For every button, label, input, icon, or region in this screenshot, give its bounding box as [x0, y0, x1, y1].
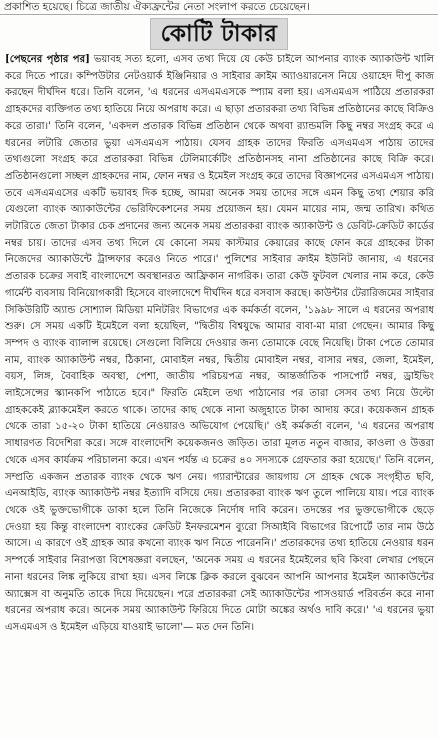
headline: কোটি টাকার [150, 18, 289, 50]
article-body [0, 52, 438, 637]
headline-wrap [0, 18, 438, 50]
previous-article-tail: প্রকাশিত হয়েছে। চিত্রে জাতীয় ঐক্যফ্রন্টের নেতা সংলাপ করতে চেয়েছেন। [0, 0, 438, 15]
article-text: ভয়াবহ সত্য হলো, এসব তথ্য দিয়ে যে কেউ চাইলে আপনার ব্যাংক অ্যাকাউন্ট খালি করে দিতে পারে। কম্পিউটার নেটওয়ার্ক ইঞ্জিনিয়ার ও সাইবার ক্রাইম অ্যাওয়ারনেস নিয়ে ওয়াহেদ দীপু কাজ করছেন দীর্ঘদিন ধরে। তিনি বলেন, 'এ ধরনের এসএমএসকে স্প্যাম বলা হয়। এসএমএস পাঠিয়ে প্রতারকরা গ্রাহকদের ব্যক্তিগত তথ্য হাতিয়ে নিয়ে অপরাধ করে। এ ছাড়া প্রতারকরা তথ্য বিভিন্ন প্রতিষ্ঠানের কাছে বিক্রিও করে তারা।' তিনি বলেন, 'একদল প্রতারক বিভিন্ন প্রতিষ্ঠান থেকে অথবা র‍্যান্ডমলি কিছু নম্বর সংগ্রহ করে এ ধরনের লটারি জেতার ভুয়া এসএমএস পাঠায়। যেসব গ্রাহক তাদের ফিরতি এসএমএস পাঠায় তাদের তথ্যগুলো সংগ্রহ করে প্রতারকরা বিভিন্ন টেলিমার্কেটিং প্রতিষ্ঠানসহ নানা প্রতিষ্ঠানের কাছে বিক্রি করে। প্রতিষ্ঠানগুলো সচ্ছল গ্রাহকদের নাম, ফোন নম্বর ও ইমেইল সংগ্রহ করে তাদের বিজ্ঞাপনের এসএমএস পাঠায়। তবে এসএমএসের একটি ভয়াবহ দিক হচ্ছে, আমরা অনেক সময় তাদের সঙ্গে এমন কিছু তথ্য শেয়ার করি যেগুলো ব্যাংক অ্যাকাউন্টের ভেরিফিকেশনের সময় প্রয়োজন হয়। যেমন মায়ের নাম, জন্ম তারিখ। কথিত লটারিতে জেতা টাকার চেক প্রদানের জন্য অনেক সময় প্রতারকরা ব্যাংক অ্যাকাউন্ট ও ডেবিট-ক্রেডিট কার্ডের নম্বর চায়। তাদের এসব তথ্য দিলে যে কোনো সময় কাস্টমার কেয়ারের কাছে ফোন করে গ্রাহকের টাকা নিজেদের অ্যাকাউন্টে ট্রান্সফার করেও নিতে পারে।' পুলিশের সাইবার ক্রাইম ইউনিট জানায়, এ ধরনের প্রতারক চক্রের সবাই বাংলাদেশে অবস্থানরত আফ্রিকান নাগরিক। তারা কেউ ফুটবল খেলার নাম করে, কেউ গার্মেন্ট ব্যবসায় বিনিয়োগকারী হিসেবে বাংলাদেশে দীর্ঘদিন ধরে বসবাস করছে। কাউন্টার টেরারিজমের সাইবার সিকিউরিটি অ্যান্ড সোশ্যাল মিডিয়া মনিটরিং বিভাগের এক কর্মকর্তা বলেন, '১৯৯৮ সালে এ ধরনের অপরাধ শুরু। সে সময় একটি ইমেইলে বলা হয়েছিল, "দ্বিতীয় বিশ্বযুদ্ধে আমার বাবা-মা মারা গেছেন। আমার কিছু সম্পদ ও ব্যাংক ব্যালান্স রয়েছে। সেগুলো বিলিয়ে দেওয়ার জন্য তোমাকে বেছে নিয়েছি। টাকা পেতে তোমার নাম, ব্যাংক অ্যাকাউন্ট নম্বর, ঠিকানা, মোবাইল নম্বর, দ্বিতীয় মোবাইল নম্বর, বাসার নম্বর, জেলা, ইমেইল, বয়স, লিঙ্গ, বৈবাহিক অবস্থা, পেশা, জাতীয় পরিচয়পত্র নম্বর, আন্তর্জাতিক পাসপোর্ট নম্বর, ড্রাইভিং লাইসেন্সের স্ক্যানকপি পাঠাতে হবে।" ফিরতি মেইলে তথ্য পাঠানোর পর তারা সেসব তথ্য নিয়ে উল্টো গ্রাহককেই ব্ল্যাকমেইল করতে থাকে। তাদের কাছ থেকে নানা অজুহাতে টাকা আদায় করে। কয়েকজন গ্রাহক থেকে তারা ১৫-২০ টাকা হাতিয়ে নেওয়ারও অভিযোগ পেয়েছি।' ওই কর্মকর্তা বলেন, 'এ ধরনের অপরাধ সাধারণত বিদেশিরা করে। সঙ্গে বাংলাদেশি কয়েকজনও জড়িত। তারা মূলত নতুন বাজার, কাওলা ও উত্তরা থেকে এসব কার্যক্রম পরিচালনা করে। এখন পর্যন্ত এ চক্রের ৪০ সদস্যকে গ্রেফতার করা হয়েছে।' তিনি বলেন, সম্প্রতি একজন প্রতারক ব্যাংক থেকে ঋণ নেয়। গ্যারান্টারের জায়গায় সে গ্রাহক থেকে সংগৃহীত ছবি, এনআইডি, ব্যাংক অ্যাকাউন্ট নম্বর ইত্যাদি বসিয়ে দেয়। প্রতারকরা ব্যাংক ঋণ তুলে পালিয়ে যায়। পরে ব্যাংক থেকে ওই ভুক্তভোগীকে ডাকা হলে তিনি নিজেকে নির্দোষ দাবি করেন। তদন্তের পর ভুক্তভোগীকে ছেড়ে দেওয়া হয় কিন্তু বাংলাদেশ ব্যাংকের ক্রেডিট ইনফরমেশন ব্যুরো সিআইবি বিভাগের রিপোর্টে তার নাম উঠে আসে। এ কারণে ওই গ্রাহক আর কখনো ব্যাংক ঋণ নিতে পারেননি।' প্রতারকদের তথ্য হাতিয়ে নেওয়ার ধরন সম্পর্কে সাইবার নিরাপত্তা বিশেষজ্ঞরা বলছেন, 'অনেক সময় এ ধরনের ইমেইলের ছবি কিংবা লেখার পেছনে নানা ধরনের লিঙ্ক লুকিয়ে রাখা হয়। এসব লিঙ্কে ক্লিক করলে বুঝবেন আপনি আপনার ইমেইল অ্যাকাউন্টের অ্যাক্সেস বা অনুমতি তাকে দিয়ে দিয়েছেন। পরে প্রতারকরা সেই অ্যাকাউন্টের পাসওয়ার্ড পরিবর্তন করে নানা ধরনের অপরাধ করে। অনেক সময় অ্যাকাউন্ট ফিরিয়ে দিতে মোটা অঙ্কের অর্থও দাবি করে।' 'এ ধরনের ভুয়া এসএমএস ও ইমেইল এড়িয়ে যাওয়াই ভালো'— মত দেন তিনি। [5, 54, 435, 633]
continuation-tag: [পেছনের পৃষ্ঠার পর] [5, 54, 90, 65]
